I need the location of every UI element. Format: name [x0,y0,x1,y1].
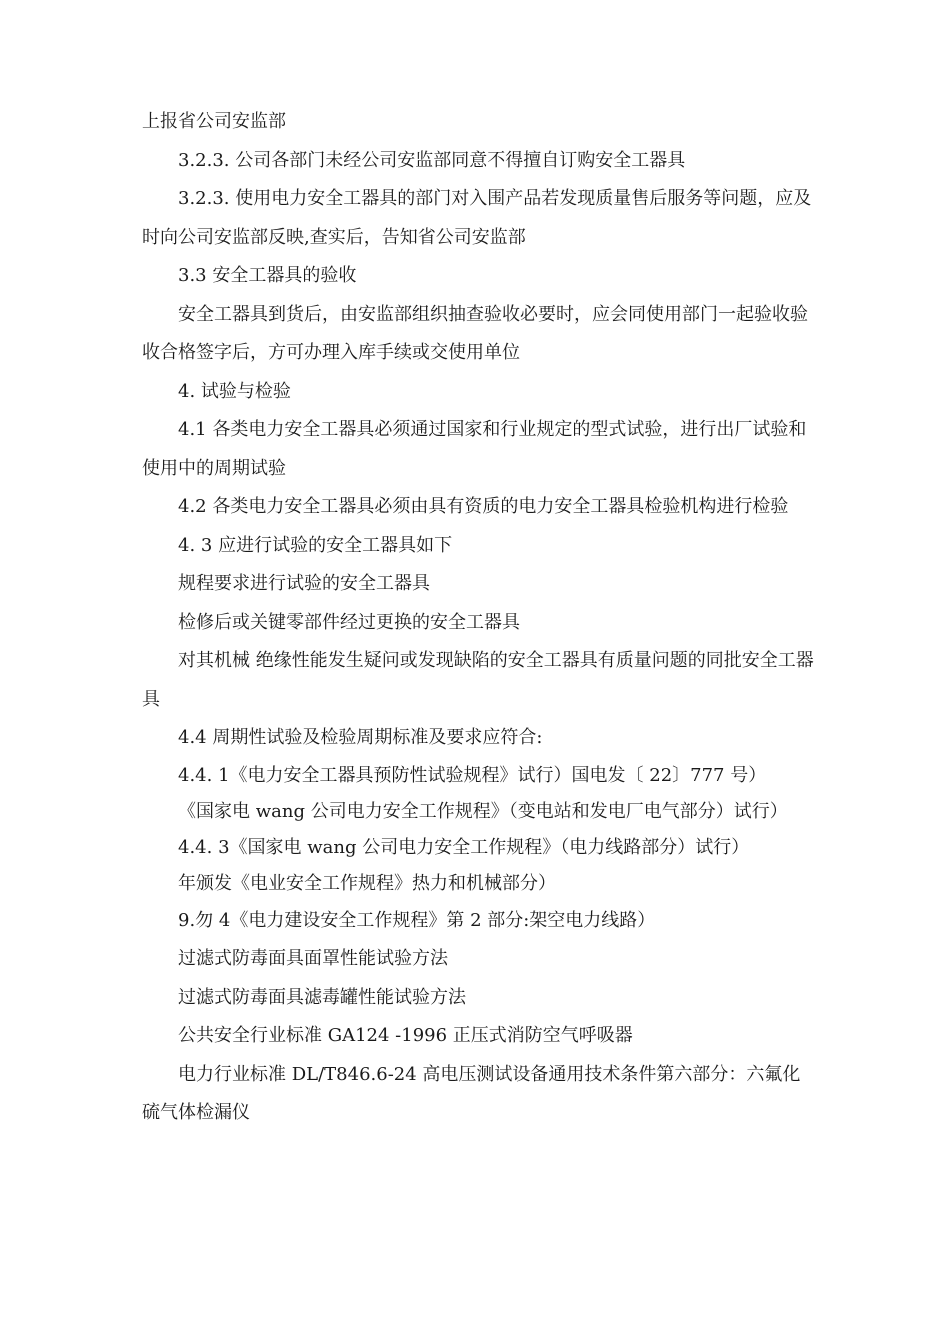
standard-item: 过滤式防毒面具滤毒罐性能试验方法 [178,986,466,1008]
standard-item: 9.勿 4《电力建设安全工作规程》第 2 部分:架空电力线路） [178,909,656,931]
paragraph: 安全工器具到货后，由安监部组织抽查验收必要时，应会同使用部门一起验收验收合格签字后，方可办理入库手续或交使用单位 [142,303,808,363]
list-item: 规程要求进行试验的安全工器具 [178,573,430,594]
paragraph: 4.1 各类电力安全工器具必须通过国家和行业规定的型式试验，进行出厂试验和使用中的周期试验 [142,419,807,479]
paragraph: 上报省公司安监部 [142,111,286,132]
list-item: 对其机械 绝缘性能发生疑问或发现缺陷的安全工器具有质量问题的同批安全工器具 [142,650,814,710]
paragraph: 4.4 周期性试验及检验周期标准及要求应符合: [178,727,543,748]
standard-item: 4.4. 1《电力安全工器具预防性试验规程》试行）国电发〔 22〕777 号） [178,764,767,786]
standard-item: 4.4. 3《国家电 wang 公司电力安全工作规程》（电力线路部分）试行） [178,836,750,858]
standard-item: 公共安全行业标准 GA124 -1996 正压式消防空气呼吸器 [178,1025,633,1046]
paragraph: 4. 3 应进行试验的安全工器具如下 [178,534,453,556]
paragraph: 3.2.3. 公司各部门未经公司安监部同意不得擅自订购安全工器具 [178,149,686,171]
paragraph: 3.2.3. 使用电力安全工器具的部门对入围产品若发现质量售后服务等问题，应及时向公司安监部反映,查实后，告知省公司安监部 [142,188,812,248]
paragraph: 4.2 各类电力安全工器具必须由具有资质的电力安全工器具检验机构进行检验 [178,496,789,517]
standard-item: 《国家电 wang 公司电力安全工作规程》（变电站和发电厂电气部分）试行） [178,800,788,822]
document-body [142,103,818,1133]
list-item: 检修后或关键零部件经过更换的安全工器具 [178,611,520,633]
section-heading: 4. 试验与检验 [178,380,291,402]
standard-item: 电力行业标准 DL/T846.6-24 高电压测试设备通用技术条件第六部分：六氟化硫气体检漏仪 [142,1063,801,1123]
standard-item: 过滤式防毒面具面罩性能试验方法 [178,948,448,969]
standard-item: 年颁发《电业安全工作规程》热力和机械部分） [178,872,556,894]
section-heading: 3.3 安全工器具的验收 [178,265,357,286]
